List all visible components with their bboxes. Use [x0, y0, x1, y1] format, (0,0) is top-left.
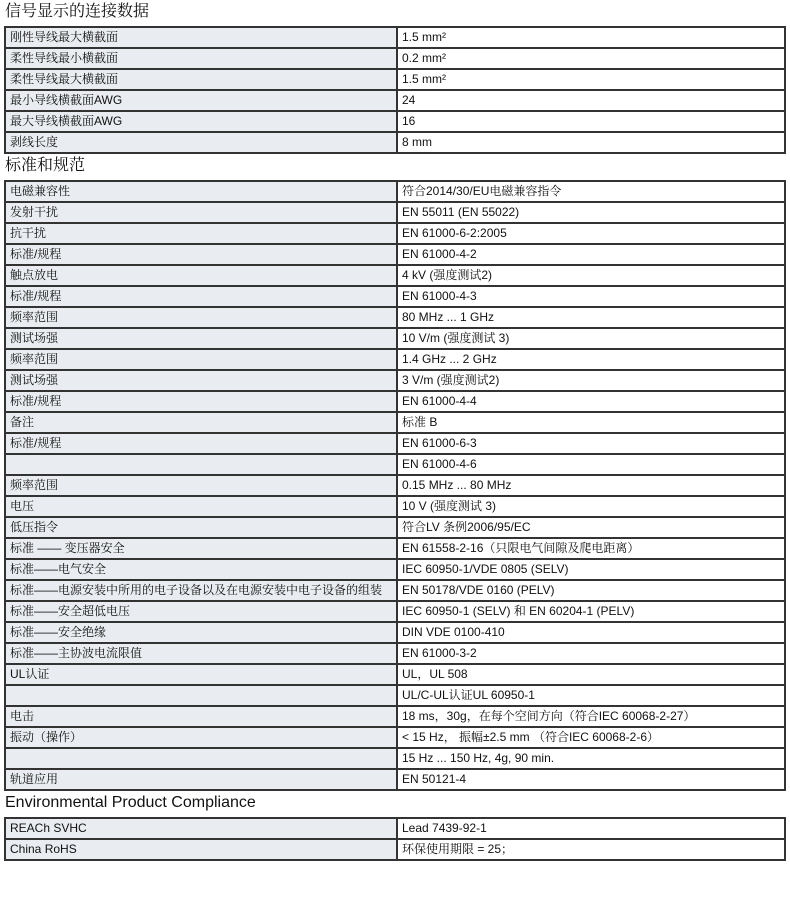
spec-label: 备注 — [5, 412, 397, 433]
spec-label: 电压 — [5, 496, 397, 517]
spec-value: EN 50178/VDE 0160 (PELV) — [397, 580, 785, 601]
spec-label: 电磁兼容性 — [5, 181, 397, 202]
spec-value: UL，UL 508 — [397, 664, 785, 685]
spec-label: 低压指令 — [5, 517, 397, 538]
table-row — [5, 307, 785, 328]
spec-value: EN 61000-4-6 — [397, 454, 785, 475]
table-row — [5, 748, 785, 769]
spec-value: UL/C-UL认证UL 60950-1 — [397, 685, 785, 706]
spec-table — [4, 817, 786, 861]
spec-value: 标准 B — [397, 412, 785, 433]
table-row — [5, 286, 785, 307]
spec-label: 电击 — [5, 706, 397, 727]
spec-label: 频率范围 — [5, 475, 397, 496]
table-row — [5, 202, 785, 223]
spec-value: 15 Hz ... 150 Hz, 4g, 90 min. — [397, 748, 785, 769]
spec-label: 标准——安全超低电压 — [5, 601, 397, 622]
spec-value: EN 55011 (EN 55022) — [397, 202, 785, 223]
spec-value: 1.5 mm² — [397, 69, 785, 90]
table-row — [5, 706, 785, 727]
spec-value: EN 61000-6-3 — [397, 433, 785, 454]
table-row — [5, 433, 785, 454]
section-title: 信号显示的连接数据 — [5, 3, 150, 20]
spec-value: 0.2 mm² — [397, 48, 785, 69]
table-row — [5, 132, 785, 153]
spec-value: 18 ms，30g，在每个空间方向（符合IEC 60068-2-27） — [397, 706, 785, 727]
spec-label: 标准 —— 变压器安全 — [5, 538, 397, 559]
spec-value: < 15 Hz， 振幅±2.5 mm （符合IEC 60068-2-6） — [397, 727, 785, 748]
table-row — [5, 517, 785, 538]
table-row — [5, 328, 785, 349]
table-row — [5, 622, 785, 643]
spec-label: REACh SVHC — [5, 818, 397, 839]
table-row — [5, 496, 785, 517]
spec-label: 剥线长度 — [5, 132, 397, 153]
spec-value: 8 mm — [397, 132, 785, 153]
spec-label: 刚性导线最大横截面 — [5, 27, 397, 48]
table-row — [5, 643, 785, 664]
table-row — [5, 69, 785, 90]
spec-value: 1.5 mm² — [397, 27, 785, 48]
spec-value: 符合LV 条例2006/95/EC — [397, 517, 785, 538]
spec-label — [5, 748, 397, 769]
table-row — [5, 454, 785, 475]
spec-label: 最小导线横截面AWG — [5, 90, 397, 111]
spec-value: Lead 7439-92-1 — [397, 818, 785, 839]
table-row — [5, 475, 785, 496]
table-row — [5, 111, 785, 132]
section-title: Environmental Product Compliance — [5, 794, 256, 811]
spec-value: 80 MHz ... 1 GHz — [397, 307, 785, 328]
spec-value: IEC 60950-1/VDE 0805 (SELV) — [397, 559, 785, 580]
table-row — [5, 181, 785, 202]
spec-label: 柔性导线最小横截面 — [5, 48, 397, 69]
table-row — [5, 265, 785, 286]
spec-label: 振动（操作） — [5, 727, 397, 748]
spec-label: 触点放电 — [5, 265, 397, 286]
table-row — [5, 839, 785, 860]
spec-value: EN 61000-3-2 — [397, 643, 785, 664]
spec-value: EN 50121-4 — [397, 769, 785, 790]
spec-label: 标准——安全绝缘 — [5, 622, 397, 643]
spec-value: 10 V/m (强度测试 3) — [397, 328, 785, 349]
spec-label — [5, 454, 397, 475]
spec-label: 标准/规程 — [5, 391, 397, 412]
spec-label: 轨道应用 — [5, 769, 397, 790]
spec-label: 标准/规程 — [5, 286, 397, 307]
section-title: 标准和规范 — [5, 157, 86, 174]
spec-value: 符合2014/30/EU电磁兼容指令 — [397, 181, 785, 202]
spec-label: 标准/规程 — [5, 244, 397, 265]
table-row — [5, 601, 785, 622]
spec-label: 柔性导线最大横截面 — [5, 69, 397, 90]
table-row — [5, 685, 785, 706]
spec-table — [4, 26, 786, 154]
spec-value: 环保使用期限 = 25； — [397, 839, 785, 860]
table-row — [5, 349, 785, 370]
table-row — [5, 244, 785, 265]
table-row — [5, 559, 785, 580]
spec-label: 标准——主协波电流限值 — [5, 643, 397, 664]
spec-value: IEC 60950-1 (SELV) 和 EN 60204-1 (PELV) — [397, 601, 785, 622]
spec-label: 发射干扰 — [5, 202, 397, 223]
table-row — [5, 27, 785, 48]
table-row — [5, 664, 785, 685]
table-row — [5, 818, 785, 839]
table-row — [5, 223, 785, 244]
spec-value: 4 kV (强度测试2) — [397, 265, 785, 286]
spec-label: China RoHS — [5, 839, 397, 860]
spec-label — [5, 685, 397, 706]
spec-label: 标准——电气安全 — [5, 559, 397, 580]
spec-value: EN 61558-2-16（只限电气间隙及爬电距离） — [397, 538, 785, 559]
spec-label: UL认证 — [5, 664, 397, 685]
table-row — [5, 370, 785, 391]
table-row — [5, 727, 785, 748]
table-row — [5, 538, 785, 559]
table-row — [5, 580, 785, 601]
spec-table — [4, 180, 786, 791]
spec-label: 抗干扰 — [5, 223, 397, 244]
table-row — [5, 48, 785, 69]
spec-value: EN 61000-4-2 — [397, 244, 785, 265]
spec-value: DIN VDE 0100-410 — [397, 622, 785, 643]
table-row — [5, 391, 785, 412]
spec-label: 最大导线横截面AWG — [5, 111, 397, 132]
spec-value: 24 — [397, 90, 785, 111]
spec-label: 频率范围 — [5, 349, 397, 370]
table-row — [5, 412, 785, 433]
spec-value: 10 V (强度测试 3) — [397, 496, 785, 517]
spec-value: 1.4 GHz ... 2 GHz — [397, 349, 785, 370]
table-row — [5, 769, 785, 790]
spec-label: 标准/规程 — [5, 433, 397, 454]
spec-label: 测试场强 — [5, 328, 397, 349]
spec-value: EN 61000-4-4 — [397, 391, 785, 412]
spec-label: 频率范围 — [5, 307, 397, 328]
spec-value: 3 V/m (强度测试2) — [397, 370, 785, 391]
spec-value: 16 — [397, 111, 785, 132]
table-row — [5, 90, 785, 111]
spec-value: EN 61000-6-2:2005 — [397, 223, 785, 244]
spec-label: 标准——电源安装中所用的电子设备以及在电源安装中电子设备的组装 — [5, 580, 397, 601]
spec-value: 0.15 MHz ... 80 MHz — [397, 475, 785, 496]
spec-value: EN 61000-4-3 — [397, 286, 785, 307]
spec-label: 测试场强 — [5, 370, 397, 391]
